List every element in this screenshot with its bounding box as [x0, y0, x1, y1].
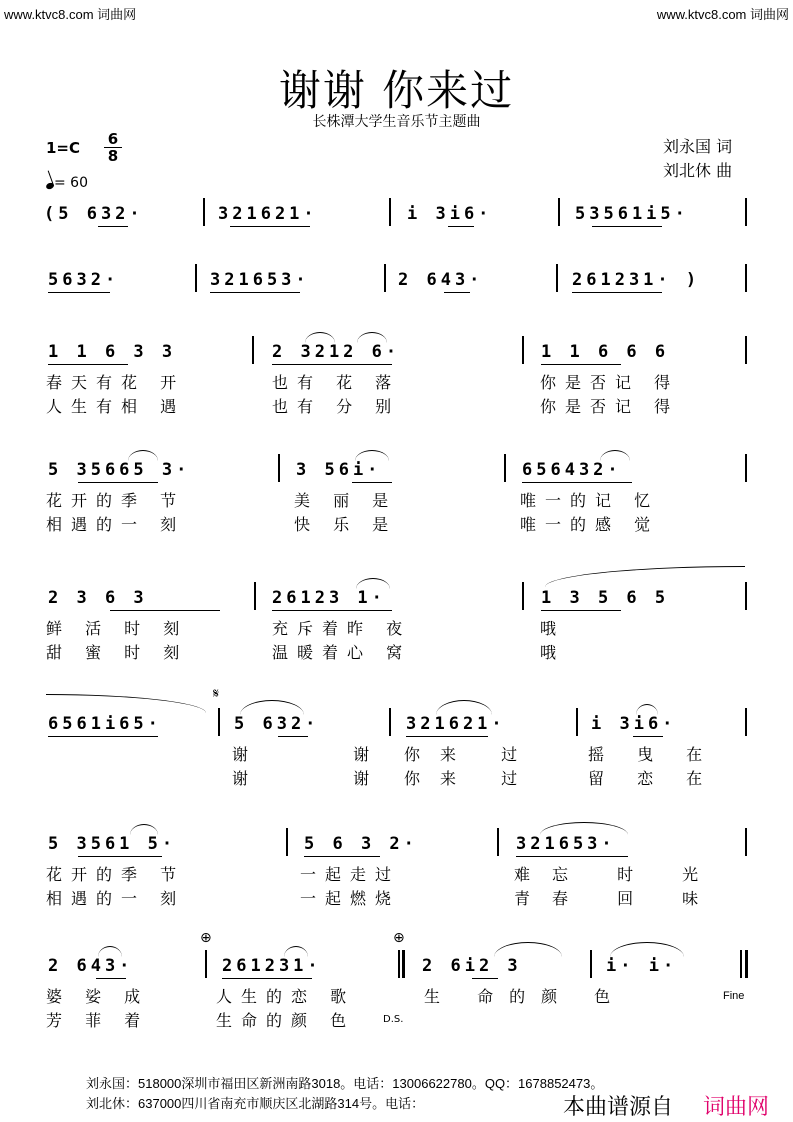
slur: [610, 942, 684, 957]
barline: [576, 708, 578, 736]
time-signature: [104, 131, 122, 164]
slur: [130, 824, 158, 835]
beam: [633, 736, 663, 737]
barline: [522, 582, 524, 610]
slur: [98, 946, 122, 957]
barline: [556, 264, 558, 292]
beam: [592, 226, 662, 227]
lyric-verse1: 唯一的记 忆: [520, 491, 660, 510]
measure: 321621·: [218, 204, 318, 224]
beam: [516, 856, 628, 857]
score-row-6: [0, 686, 793, 824]
watermark-left: www.ktvc8.com 词曲网: [4, 7, 137, 22]
lyric-verse1: 哦: [540, 619, 566, 638]
beam: [541, 364, 621, 365]
lyric-verse1: 花开的季 节: [46, 865, 186, 884]
slur: [436, 700, 492, 715]
barline: [745, 708, 747, 736]
slur: [636, 704, 658, 715]
beam: [406, 736, 488, 737]
lyric-verse1: 难忘 时 光: [514, 865, 721, 884]
beam: [272, 610, 392, 611]
key-signature: 1=C: [46, 139, 81, 157]
beam: [222, 978, 312, 979]
measure: 2 643·: [398, 270, 484, 290]
score-row-3: [0, 342, 793, 452]
score-row-4: [0, 460, 793, 570]
measure: i 3i6·: [591, 714, 677, 734]
measure: 261231· ): [572, 270, 701, 290]
lyric-verse2: 一起燃烧: [300, 889, 401, 908]
beam: [48, 292, 110, 293]
barline: [745, 582, 747, 610]
lyric-verse2: 芳 菲 着: [46, 1011, 150, 1030]
barline: [278, 454, 280, 482]
repeat-barline: [398, 950, 400, 978]
measure: 261231·: [222, 956, 322, 976]
final-barline-thick: [745, 950, 748, 978]
score-row-5: [0, 588, 793, 698]
source-brand-link[interactable]: 词曲网: [703, 1095, 770, 1120]
time-top: 6: [107, 130, 119, 148]
measure: 5 35665 3·: [48, 460, 191, 480]
lyric-verse1: 摇 曳 在: [588, 745, 717, 764]
barline: [745, 264, 747, 292]
lyric-verse2: 谢 谢: [232, 769, 420, 788]
beam: [96, 978, 126, 979]
tempo-value: = 60: [54, 175, 88, 191]
lyric-verse2: 唯一的感 觉: [520, 515, 660, 534]
lyric-verse2: 青春 回 味: [514, 889, 721, 908]
coda-icon: ⊕: [200, 930, 212, 946]
slur: [284, 946, 308, 957]
measure: 5632·: [48, 270, 120, 290]
measure: 2 3212 6·: [272, 342, 401, 362]
lyric-verse1: 春天有花 开: [46, 373, 186, 392]
beam: [110, 610, 220, 611]
measure: 1 1 6 6 6: [541, 342, 670, 362]
lyric-verse1: 也有 花 落: [272, 373, 401, 392]
beam: [48, 736, 158, 737]
beam: [210, 292, 300, 293]
watermark-right: www.ktvc8.com 词曲网: [656, 7, 789, 22]
measure: 1 3 5 6 5: [541, 588, 670, 608]
measure: 26123 1·: [272, 588, 386, 608]
ds-mark: D.S.: [383, 1014, 404, 1025]
lyric-verse1: 美 丽 是: [294, 491, 398, 510]
measure: 321653·: [516, 834, 616, 854]
time-bottom: 8: [104, 147, 122, 164]
repeat-barline-thick: [402, 950, 405, 978]
lyric-verse1: 一起走过: [300, 865, 401, 884]
subtitle: 长株潭大学生音乐节主题曲: [312, 114, 481, 130]
beam: [98, 226, 128, 227]
composer-credit: 刘北休 曲: [663, 161, 733, 180]
barline: [254, 582, 256, 610]
beam: [448, 226, 474, 227]
lyricist-credit: 刘永国 词: [663, 137, 733, 156]
lyric-verse1: 人生的恋 歌: [216, 987, 356, 1006]
slur: [356, 578, 390, 589]
footer-line-2: 刘北休：637000四川省南充市顺庆区北湖路314号。电话：: [86, 1096, 425, 1111]
beam: [522, 482, 632, 483]
measure: 2 6i2 3: [422, 956, 522, 976]
measure: 2 3 6 3: [48, 588, 148, 608]
lyric-verse2: 快 乐 是: [294, 515, 398, 534]
lyric-verse2: 甜 蜜 时 刻: [46, 643, 189, 662]
lyric-verse2: 人生有相 遇: [46, 397, 186, 416]
lyric-verse1: 谢 谢: [232, 745, 420, 764]
beam: [444, 292, 470, 293]
beam: [48, 364, 128, 365]
measure: i· i·: [606, 956, 678, 976]
lyric-verse2: 你是否记 得: [540, 397, 680, 416]
source-label: 本曲谱源自: [563, 1095, 674, 1120]
lyric-verse2: 生命的颜 色: [216, 1011, 356, 1030]
measure: 6561i65·: [48, 714, 162, 734]
lyric-verse2: 哦: [540, 643, 566, 662]
measure: 656432·: [522, 460, 622, 480]
page-title: 谢谢 你来过: [278, 66, 515, 115]
barline: [286, 828, 288, 856]
beam: [272, 364, 392, 365]
beam: [78, 482, 158, 483]
measure: 53561i5·: [575, 204, 689, 224]
beam: [78, 856, 162, 857]
lyric-verse1: 充斥着昨 夜: [272, 619, 412, 638]
segno-icon: 𝄋: [213, 686, 220, 702]
footer-line-1: 刘永国：518000深圳市福田区新洲南路3018。电话：13006622780。QQ：1678852473。: [86, 1076, 604, 1091]
barline: [218, 708, 220, 736]
coda-icon: ⊕: [393, 930, 405, 946]
barline: [745, 336, 747, 364]
measure: 5 632·: [234, 714, 320, 734]
measure: 1 1 6 3 3: [48, 342, 177, 362]
barline: [389, 708, 391, 736]
barline: [205, 950, 207, 978]
lyric-verse1: 生 命的颜 色: [424, 987, 627, 1006]
measure: 5 6 3 2·: [304, 834, 418, 854]
beam: [352, 482, 392, 483]
barline: [745, 198, 747, 226]
lyric-verse2: 也有 分 别: [272, 397, 401, 416]
score-row-8: [0, 930, 793, 1066]
measure: 2 643·: [48, 956, 134, 976]
beam: [230, 226, 310, 227]
lyric-verse2: 相遇的一 刻: [46, 889, 186, 908]
measure: (5 632·: [44, 204, 144, 224]
lyric-verse1: 你是否记 得: [540, 373, 680, 392]
barline: [497, 828, 499, 856]
barline: [384, 264, 386, 292]
barline: [389, 198, 391, 226]
lyric-verse1: 花开的季 节: [46, 491, 186, 510]
barline: [745, 454, 747, 482]
slur: [240, 700, 304, 715]
lyric-verse2: 相遇的一 刻: [46, 515, 186, 534]
beam: [472, 978, 498, 979]
barline: [252, 336, 254, 364]
lyric-verse2: 留 恋 在: [588, 769, 717, 788]
beam: [278, 736, 308, 737]
tempo-mark: [46, 175, 88, 191]
measure: 321653·: [210, 270, 310, 290]
barline: [590, 950, 592, 978]
fine-mark: Fine: [723, 990, 745, 1002]
lyric-verse2: 你来 过: [404, 769, 538, 788]
beam: [572, 292, 662, 293]
score-row-7: [0, 834, 793, 944]
barline: [504, 454, 506, 482]
measure: 3 56i·: [296, 460, 382, 480]
measure: i 3i6·: [407, 204, 493, 224]
barline: [558, 198, 560, 226]
beam: [304, 856, 380, 857]
barline: [522, 336, 524, 364]
barline: [195, 264, 197, 292]
barline: [745, 828, 747, 856]
lyric-verse1: 你来 过: [404, 745, 538, 764]
barline: [203, 198, 205, 226]
final-barline: [740, 950, 742, 978]
lyric-verse2: 温暖着心 窝: [272, 643, 412, 662]
beam: [541, 610, 621, 611]
slur: [494, 942, 562, 957]
lyric-verse1: 鲜 活 时 刻: [46, 619, 189, 638]
lyric-verse1: 婆 娑 成: [46, 987, 150, 1006]
measure: 321621·: [406, 714, 506, 734]
measure: 5 3561 5·: [48, 834, 177, 854]
